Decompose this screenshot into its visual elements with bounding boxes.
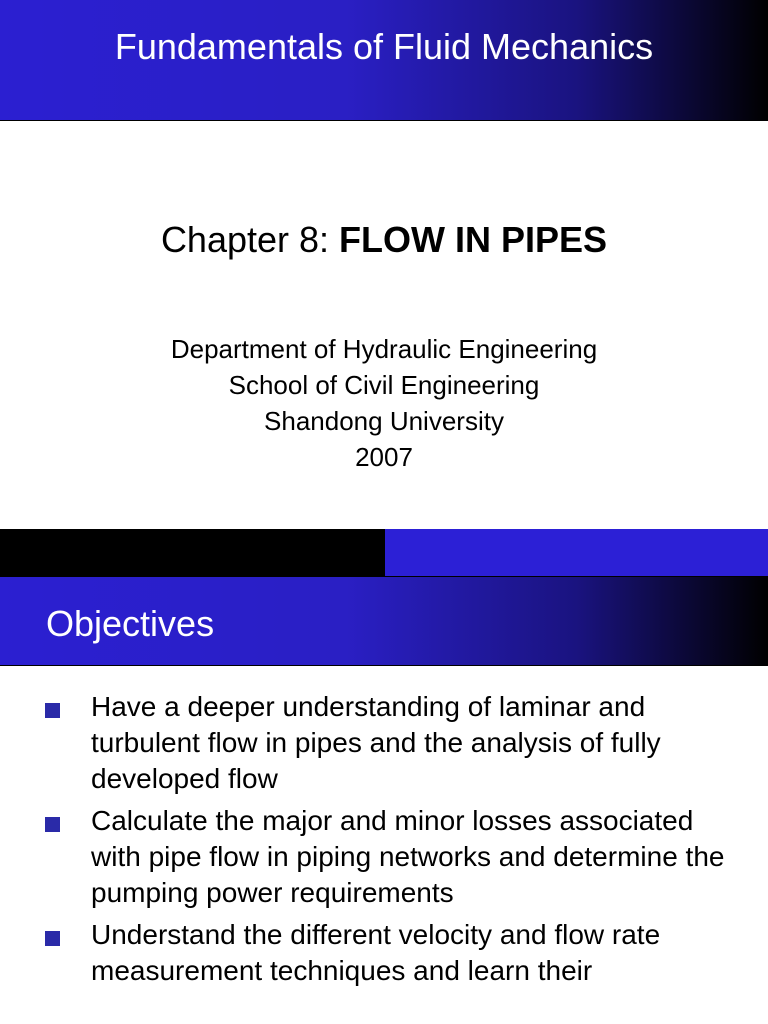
list-item (0, 917, 768, 989)
bullet-text: Calculate the major and minor losses associated with pipe flow in piping networks and determine the pumping power requirements (91, 805, 725, 908)
slide1-title: Fundamentals of Fluid Mechanics (114, 26, 654, 67)
chapter-title: FLOW IN PIPES (339, 219, 608, 260)
slide1-header-bar (0, 0, 768, 121)
slide2-title: Objectives (46, 603, 215, 644)
list-item (0, 803, 768, 911)
year-line: 2007 (355, 442, 413, 472)
slide2-header-bar (0, 576, 768, 666)
chapter-heading (0, 219, 768, 261)
school-line: School of Civil Engineering (228, 370, 540, 400)
bullet-text: Have a deeper understanding of laminar and turbulent flow in pipes and the analysis of fully developed flow (91, 691, 661, 794)
list-item (0, 689, 768, 797)
slide-divider-blue (385, 529, 768, 576)
department-line: Department of Hydraulic Engineering (170, 334, 598, 364)
chapter-prefix: Chapter 8: (160, 219, 340, 260)
department-block (0, 331, 768, 475)
bullet-text: Understand the different velocity and flow rate measurement techniques and learn their (91, 919, 661, 986)
square-bullet-icon (45, 817, 60, 832)
square-bullet-icon (45, 703, 60, 718)
square-bullet-icon (45, 931, 60, 946)
university-line: Shandong University (264, 406, 504, 436)
objectives-list (0, 689, 768, 995)
